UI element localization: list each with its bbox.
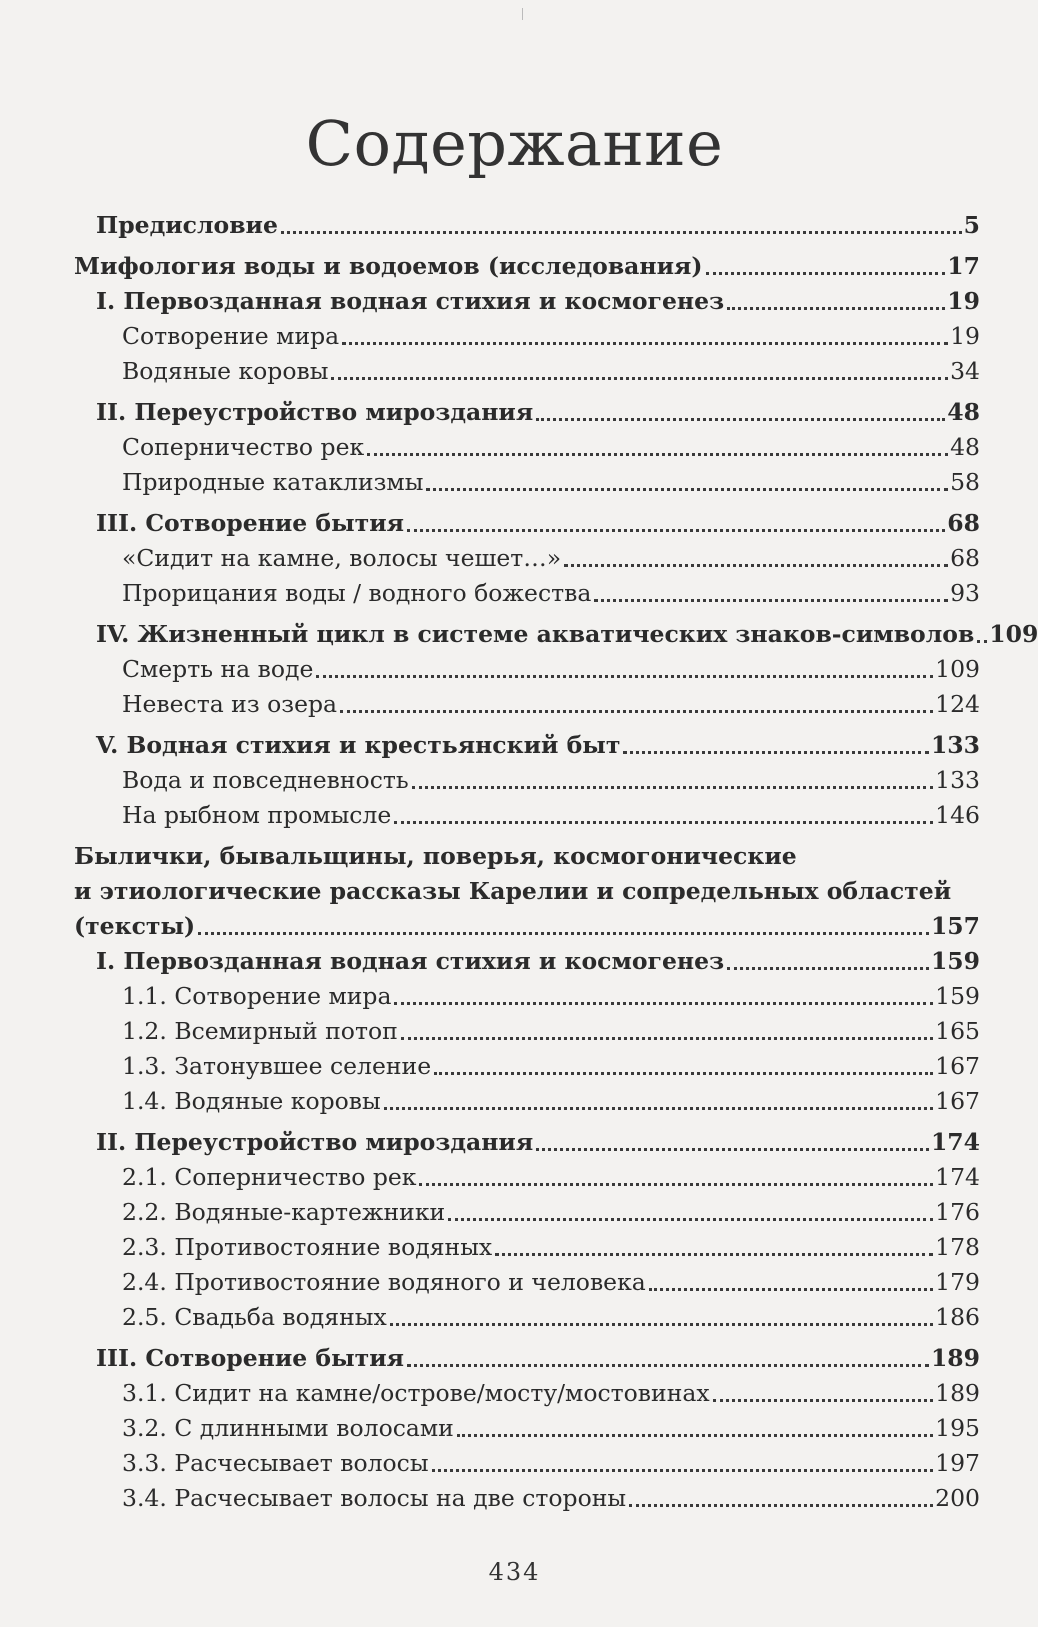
toc-page-number: 200 bbox=[935, 1484, 980, 1512]
dot-leader bbox=[281, 231, 962, 234]
toc-page-number: 197 bbox=[935, 1449, 980, 1477]
toc-page-number: 159 bbox=[935, 982, 980, 1010]
toc-label: II. Переустройство мироздания bbox=[96, 398, 534, 426]
toc-label: 2.1. Соперничество рек bbox=[122, 1163, 417, 1191]
dot-leader bbox=[340, 710, 933, 713]
toc-entry-subsection[interactable] bbox=[74, 1300, 980, 1335]
toc-label: Невеста из озера bbox=[122, 690, 338, 718]
toc-entry-subsection[interactable] bbox=[74, 465, 980, 500]
toc-page-number: 58 bbox=[950, 468, 980, 496]
toc-label: 3.1. Сидит на камне/острове/мосту/мостовинах bbox=[122, 1379, 710, 1407]
toc-label: 2.4. Противостояние водяного и человека bbox=[122, 1268, 646, 1296]
toc-page-number: 19 bbox=[950, 322, 980, 350]
toc-entry-subsection[interactable] bbox=[74, 1481, 980, 1516]
dot-leader bbox=[649, 1288, 933, 1291]
dot-leader bbox=[623, 751, 929, 754]
toc-page-number: 174 bbox=[930, 1128, 980, 1156]
toc-entry-subsection[interactable] bbox=[74, 979, 980, 1014]
toc-entry-subsection[interactable] bbox=[74, 541, 980, 576]
dot-leader bbox=[536, 1148, 929, 1151]
toc-entry-section[interactable] bbox=[74, 944, 980, 979]
toc-label: «Сидит на камне, волосы чешет…» bbox=[122, 544, 562, 572]
toc-label: Вода и повседневность bbox=[122, 766, 409, 794]
toc-entry-subsection[interactable] bbox=[74, 687, 980, 722]
toc-label-line-3: (тексты) bbox=[74, 912, 196, 940]
toc-label: III. Сотворение бытия bbox=[96, 509, 405, 537]
toc-page-number: 178 bbox=[935, 1233, 980, 1261]
toc-label: Прорицания воды / водного божества bbox=[122, 579, 592, 607]
dot-leader bbox=[407, 529, 945, 532]
dot-leader bbox=[331, 377, 948, 380]
toc-entry-section[interactable] bbox=[74, 284, 980, 319]
dot-leader bbox=[594, 599, 948, 602]
toc-label-line-1: Былички, бывальщины, поверья, космогонические bbox=[74, 842, 797, 870]
toc-entry-section[interactable] bbox=[74, 506, 980, 541]
dot-leader bbox=[536, 418, 945, 421]
dot-leader bbox=[198, 932, 929, 935]
dot-leader bbox=[432, 1469, 934, 1472]
toc-label: 2.2. Водяные-картежники bbox=[122, 1198, 446, 1226]
toc-label: Мифология воды и водоемов (исследования) bbox=[74, 252, 703, 280]
toc-entry-section[interactable] bbox=[74, 1341, 980, 1376]
toc-page-number: 48 bbox=[950, 433, 980, 461]
toc-label: II. Переустройство мироздания bbox=[96, 1128, 534, 1156]
page-title: Содержание bbox=[305, 107, 724, 180]
toc-entry-subsection[interactable] bbox=[74, 1446, 980, 1481]
toc-entry-subsection[interactable] bbox=[74, 798, 980, 833]
toc-label: На рыбном промысле bbox=[122, 801, 392, 829]
dot-leader bbox=[367, 453, 948, 456]
toc-label: V. Водная стихия и крестьянский быт bbox=[96, 731, 621, 759]
dot-leader bbox=[426, 488, 948, 491]
toc-page-number: 133 bbox=[930, 731, 980, 759]
toc-entry-subsection[interactable] bbox=[74, 1376, 980, 1411]
dot-leader bbox=[384, 1107, 933, 1110]
toc-page-number: 159 bbox=[930, 947, 980, 975]
toc-label: Соперничество рек bbox=[122, 433, 365, 461]
toc-entry-subsection[interactable] bbox=[74, 1084, 980, 1119]
toc-label: I. Первозданная водная стихия и космогенез bbox=[96, 287, 725, 315]
dot-leader bbox=[448, 1218, 933, 1221]
toc-page-number: 174 bbox=[935, 1163, 980, 1191]
toc-page-number: 68 bbox=[950, 544, 980, 572]
toc-page-number: 34 bbox=[950, 357, 980, 385]
toc-label: I. Первозданная водная стихия и космогенез bbox=[96, 947, 725, 975]
dot-leader bbox=[434, 1072, 933, 1075]
toc-entry-section[interactable] bbox=[74, 617, 1038, 652]
toc-entry-section[interactable] bbox=[74, 728, 980, 763]
toc-page-number: 146 bbox=[935, 801, 980, 829]
toc-entry-subsection[interactable] bbox=[74, 354, 980, 389]
toc-page-number: 124 bbox=[935, 690, 980, 718]
toc-page-number: 17 bbox=[947, 252, 980, 280]
toc-entry-subsection[interactable] bbox=[74, 652, 980, 687]
dot-leader bbox=[727, 967, 929, 970]
toc-page-number: 179 bbox=[935, 1268, 980, 1296]
toc-label: IV. Жизненный цикл в системе акватических знаков-символов bbox=[96, 620, 975, 648]
dot-leader bbox=[706, 272, 946, 275]
toc-label: Смерть на воде bbox=[122, 655, 314, 683]
dot-leader bbox=[457, 1434, 933, 1437]
toc-page-number: 5 bbox=[963, 211, 980, 239]
dot-leader bbox=[977, 640, 987, 643]
toc-page-number: 167 bbox=[935, 1087, 980, 1115]
toc-entry-subsection[interactable] bbox=[74, 1411, 980, 1446]
dot-leader bbox=[394, 821, 933, 824]
toc-label: 1.2. Всемирный потоп bbox=[122, 1017, 398, 1045]
toc-entry-subsection[interactable] bbox=[74, 430, 980, 465]
toc-page-number: 165 bbox=[935, 1017, 980, 1045]
toc-entry-subsection[interactable] bbox=[74, 576, 980, 611]
toc-label: 3.2. С длинными волосами bbox=[122, 1414, 454, 1442]
toc-label: 2.3. Противостояние водяных bbox=[122, 1233, 493, 1261]
toc-entry-section[interactable] bbox=[74, 395, 980, 430]
toc-entry-subsection[interactable] bbox=[74, 1230, 980, 1265]
dot-leader bbox=[412, 786, 933, 789]
toc-label: 1.4. Водяные коровы bbox=[122, 1087, 381, 1115]
toc-page-number: 48 bbox=[947, 398, 980, 426]
toc-label: III. Сотворение бытия bbox=[96, 1344, 405, 1372]
toc-label-line-2: и этиологические рассказы Карелии и сопредельных областей bbox=[74, 877, 952, 905]
dot-leader bbox=[394, 1002, 933, 1005]
toc-entry-subsection[interactable] bbox=[74, 763, 980, 798]
toc-label: Предисловие bbox=[96, 211, 278, 239]
dot-leader bbox=[713, 1399, 934, 1402]
dot-leader bbox=[495, 1253, 933, 1256]
toc-page-number: 167 bbox=[935, 1052, 980, 1080]
toc-page-number: 93 bbox=[950, 579, 980, 607]
toc-page-number: 109 bbox=[935, 655, 980, 683]
toc-label-last-line bbox=[74, 909, 980, 944]
dot-leader bbox=[342, 342, 948, 345]
toc-label: Природные катаклизмы bbox=[122, 468, 424, 496]
toc-page-number: 195 bbox=[935, 1414, 980, 1442]
dot-leader bbox=[390, 1323, 933, 1326]
toc-label: 3.3. Расчесывает волосы bbox=[122, 1449, 429, 1477]
toc-page-number: 186 bbox=[935, 1303, 980, 1331]
dot-leader bbox=[629, 1504, 933, 1507]
toc-label: 1.1. Сотворение мира bbox=[122, 982, 392, 1010]
dot-leader bbox=[401, 1037, 933, 1040]
toc-entry-preface[interactable] bbox=[74, 208, 980, 243]
toc-page-number: 189 bbox=[935, 1379, 980, 1407]
page-number: 434 bbox=[488, 1558, 541, 1586]
toc-label: 1.3. Затонувшее селение bbox=[122, 1052, 432, 1080]
dot-leader bbox=[564, 564, 948, 567]
toc-page-number: 157 bbox=[930, 912, 980, 940]
toc-page-number: 176 bbox=[935, 1198, 980, 1226]
toc-page-number: 133 bbox=[935, 766, 980, 794]
dot-leader bbox=[316, 675, 933, 678]
toc-entry-subsection[interactable] bbox=[74, 1195, 980, 1230]
toc-page-number: 68 bbox=[947, 509, 980, 537]
toc-entry-part-1[interactable] bbox=[74, 249, 980, 284]
toc-page-number: 189 bbox=[930, 1344, 980, 1372]
dot-leader bbox=[407, 1364, 929, 1367]
toc-entry-section[interactable] bbox=[74, 1125, 980, 1160]
toc-entry-subsection[interactable] bbox=[74, 1160, 980, 1195]
toc-page-number: 109 bbox=[989, 620, 1038, 648]
dot-leader bbox=[727, 307, 945, 310]
toc-page-number: 19 bbox=[947, 287, 980, 315]
dot-leader bbox=[419, 1183, 933, 1186]
table-of-contents bbox=[74, 208, 1038, 1516]
toc-label: Водяные коровы bbox=[122, 357, 329, 385]
toc-entry-subsection[interactable] bbox=[74, 1049, 980, 1084]
toc-entry-part-2[interactable] bbox=[74, 839, 980, 944]
toc-label: 2.5. Свадьба водяных bbox=[122, 1303, 387, 1331]
toc-label: 3.4. Расчесывает волосы на две стороны bbox=[122, 1484, 627, 1512]
toc-label: Сотворение мира bbox=[122, 322, 340, 350]
page-mark bbox=[522, 8, 523, 20]
toc-entry-subsection[interactable] bbox=[74, 319, 980, 354]
toc-entry-subsection[interactable] bbox=[74, 1265, 980, 1300]
toc-entry-subsection[interactable] bbox=[74, 1014, 980, 1049]
